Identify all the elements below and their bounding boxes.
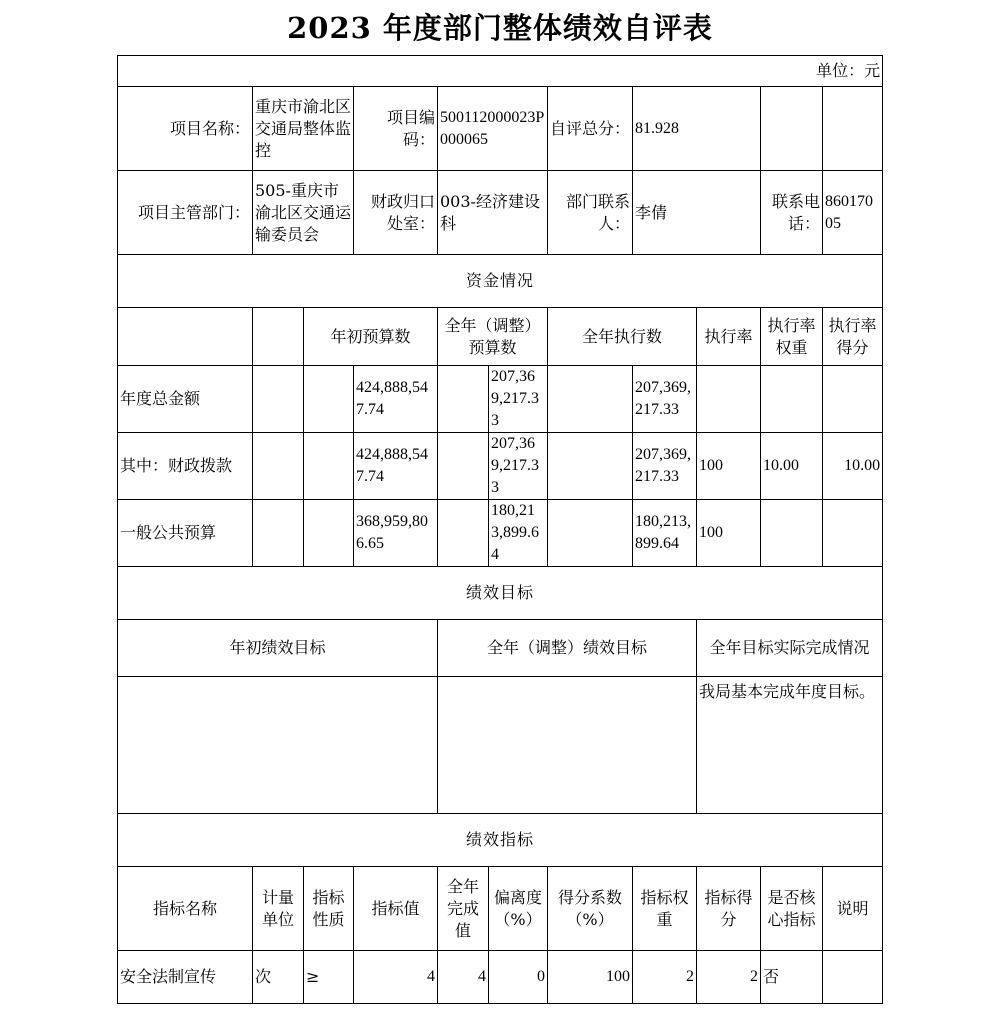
- empty-cell: [253, 433, 304, 500]
- ind-note: [823, 951, 883, 1004]
- funds-header-executed: 全年执行数: [548, 308, 697, 366]
- finance-office-label: 财政归口处室：: [354, 171, 438, 255]
- goals-section-title: 绩效目标: [118, 567, 883, 620]
- ind-nature: ≥: [304, 951, 354, 1004]
- empty-cell: [438, 500, 489, 567]
- evaluation-table: [117, 55, 883, 1004]
- goal-adjusted: [438, 677, 697, 814]
- project-code-label: 项目编码：: [354, 87, 438, 171]
- ind-header-score: 指标得分: [697, 867, 761, 951]
- ind-coef: 100: [548, 951, 633, 1004]
- ind-value: 4: [354, 951, 438, 1004]
- ind-header-core: 是否核心指标: [761, 867, 823, 951]
- project-name: 重庆市渝北区交通局整体监控: [253, 87, 354, 171]
- funds-row-label: 其中：财政拨款: [118, 433, 253, 500]
- finance-office: 003-经济建设科: [438, 171, 548, 255]
- funds-executed: 180,213,899.64: [633, 500, 697, 567]
- unit-label: 单位：元: [118, 56, 883, 87]
- page-title: 2023 年度部门整体绩效自评表: [287, 11, 713, 45]
- contact-person: 李倩: [633, 171, 761, 255]
- phone-label: 联系电话：: [761, 171, 823, 255]
- funds-section-title: 资金情况: [118, 255, 883, 308]
- funds-weight: 10.00: [761, 433, 823, 500]
- empty-cell: [548, 366, 633, 433]
- empty-cell: [761, 87, 823, 171]
- funds-header-rate: 执行率: [697, 308, 761, 366]
- ind-header-done: 全年完成值: [438, 867, 489, 951]
- empty-cell: [438, 433, 489, 500]
- funds-score: [823, 366, 883, 433]
- funds-row-label: 年度总金额: [118, 366, 253, 433]
- funds-row-label: 一般公共预算: [118, 500, 253, 567]
- funds-initial: 424,888,547.74: [354, 366, 438, 433]
- funds-weight: [761, 366, 823, 433]
- ind-header-coef: 得分系数（%）: [548, 867, 633, 951]
- empty-cell: [304, 433, 354, 500]
- empty-cell: [253, 500, 304, 567]
- project-code: 500112000023P000065: [438, 87, 548, 171]
- funds-executed: 207,369,217.33: [633, 366, 697, 433]
- funds-header-score: 执行率得分: [823, 308, 883, 366]
- empty-cell: [438, 366, 489, 433]
- funds-executed: 207,369,217.33: [633, 433, 697, 500]
- ind-deviation: 0: [489, 951, 548, 1004]
- ind-weight: 2: [633, 951, 697, 1004]
- funds-adjusted: 207,369,217.33: [489, 433, 548, 500]
- goals-header-actual: 全年目标实际完成情况: [697, 620, 883, 677]
- self-score: 81.928: [633, 87, 761, 171]
- phone-number: 86017005: [823, 171, 883, 255]
- dept-name: 505-重庆市渝北区交通运输委员会: [253, 171, 354, 255]
- ind-score: 2: [697, 951, 761, 1004]
- funds-initial: 424,888,547.74: [354, 433, 438, 500]
- ind-done: 4: [438, 951, 489, 1004]
- funds-header-initial: 年初预算数: [304, 308, 438, 366]
- ind-header-note: 说明: [823, 867, 883, 951]
- funds-header-weight: 执行率权重: [761, 308, 823, 366]
- empty-cell: [253, 308, 304, 366]
- ind-header-deviation: 偏离度（%）: [489, 867, 548, 951]
- empty-cell: [304, 366, 354, 433]
- ind-header-weight: 指标权重: [633, 867, 697, 951]
- ind-unit: 次: [253, 951, 304, 1004]
- dept-label: 项目主管部门：: [118, 171, 253, 255]
- goals-header-adjusted: 全年（调整）绩效目标: [438, 620, 697, 677]
- empty-cell: [304, 500, 354, 567]
- ind-header-nature: 指标性质: [304, 867, 354, 951]
- funds-initial: 368,959,806.65: [354, 500, 438, 567]
- funds-weight: [761, 500, 823, 567]
- funds-header-adjusted: 全年（调整）预算数: [438, 308, 548, 366]
- ind-name: 安全法制宣传: [118, 951, 253, 1004]
- funds-rate: 100: [697, 500, 761, 567]
- project-name-label: 项目名称：: [118, 87, 253, 171]
- contact-label: 部门联系人：: [548, 171, 633, 255]
- funds-adjusted: 207,369,217.33: [489, 366, 548, 433]
- ind-header-name: 指标名称: [118, 867, 253, 951]
- ind-header-unit: 计量单位: [253, 867, 304, 951]
- empty-cell: [548, 433, 633, 500]
- empty-cell: [253, 366, 304, 433]
- goals-header-initial: 年初绩效目标: [118, 620, 438, 677]
- empty-cell: [823, 87, 883, 171]
- funds-score: 10.00: [823, 433, 883, 500]
- funds-score: [823, 500, 883, 567]
- goal-actual: 我局基本完成年度目标。: [697, 677, 883, 814]
- goal-initial: [118, 677, 438, 814]
- ind-core: 否: [761, 951, 823, 1004]
- empty-cell: [548, 500, 633, 567]
- funds-rate: [697, 366, 761, 433]
- funds-rate: 100: [697, 433, 761, 500]
- empty-cell: [118, 308, 253, 366]
- funds-adjusted: 180,213,899.64: [489, 500, 548, 567]
- ind-header-value: 指标值: [354, 867, 438, 951]
- self-score-label: 自评总分：: [548, 87, 633, 171]
- indicators-section-title: 绩效指标: [118, 814, 883, 867]
